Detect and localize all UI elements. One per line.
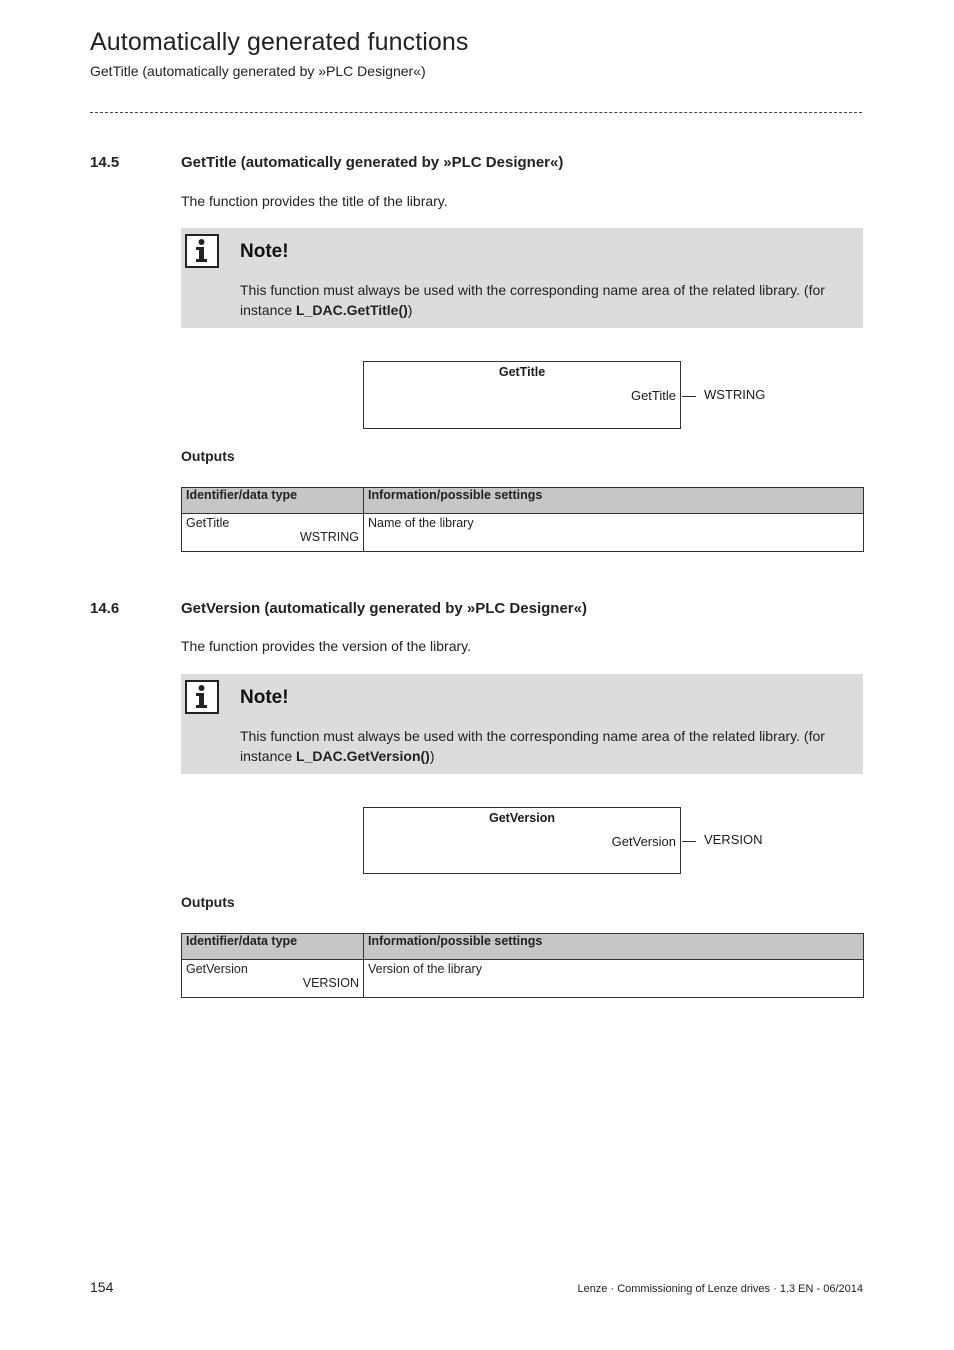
output-type: WSTRING [704,387,766,402]
note-heading: Note! [240,241,289,262]
function-block [363,361,681,429]
outputs-label: Outputs [181,448,235,464]
table-header: Identifier/data type [182,488,364,514]
function-block-output: GetVersion [611,834,676,849]
section-title: GetTitle (automatically generated by »PLC Designer«) [181,154,564,171]
note-text: This function must always be used with the corresponding name area of the related library. (for instance L_DAC.GetTitle()) [240,282,825,318]
note-code: L_DAC.GetVersion() [296,747,430,764]
identifier-cell [182,514,364,552]
page-number: 154 [90,1279,114,1295]
outputs-table [181,933,864,998]
section-title: GetVersion (automatically generated by »PLC Designer«) [181,600,587,617]
output-connector [682,841,696,842]
section-number: 14.6 [90,600,120,617]
identifier-name: GetVersion [186,962,248,976]
table-row [182,514,864,552]
function-block-name: GetVersion [489,811,555,825]
section-description: The function provides the title of the library. [181,193,448,209]
identifier-type: WSTRING [299,530,359,544]
function-block [363,807,681,874]
identifier-name: GetTitle [186,516,230,530]
note-box [181,228,863,328]
outputs-label: Outputs [181,894,235,910]
function-block-name: GetTitle [498,365,546,379]
note-code: L_DAC.GetTitle() [296,301,408,318]
page-subtitle: GetTitle (automatically generated by »PLC Designer«) [90,63,426,79]
table-row [182,960,864,998]
header-divider [90,112,862,113]
section-number: 14.5 [90,154,120,171]
note-heading: Note! [240,687,289,708]
page-title: Automatically generated functions [90,28,469,56]
outputs-table [181,487,864,552]
info-cell: Version of the library [364,960,864,998]
table-header: Identifier/data type [182,934,364,960]
output-connector [682,396,696,397]
output-type: VERSION [704,832,763,847]
info-icon [185,680,219,714]
footer-info: Lenze · Commissioning of Lenze drives · 1.3 EN - 06/2014 [577,1283,863,1295]
identifier-type: VERSION [302,976,359,990]
info-cell: Name of the library [364,514,864,552]
section-description: The function provides the version of the library. [181,638,472,654]
info-icon [185,234,219,268]
note-box [181,674,863,774]
note-text: This function must always be used with the corresponding name area of the related library. (for instance L_DAC.GetVersion()) [240,728,825,764]
identifier-cell [182,960,364,998]
table-header: Information/possible settings [364,934,864,960]
function-block-output: GetTitle [630,388,676,403]
table-header: Information/possible settings [364,488,864,514]
